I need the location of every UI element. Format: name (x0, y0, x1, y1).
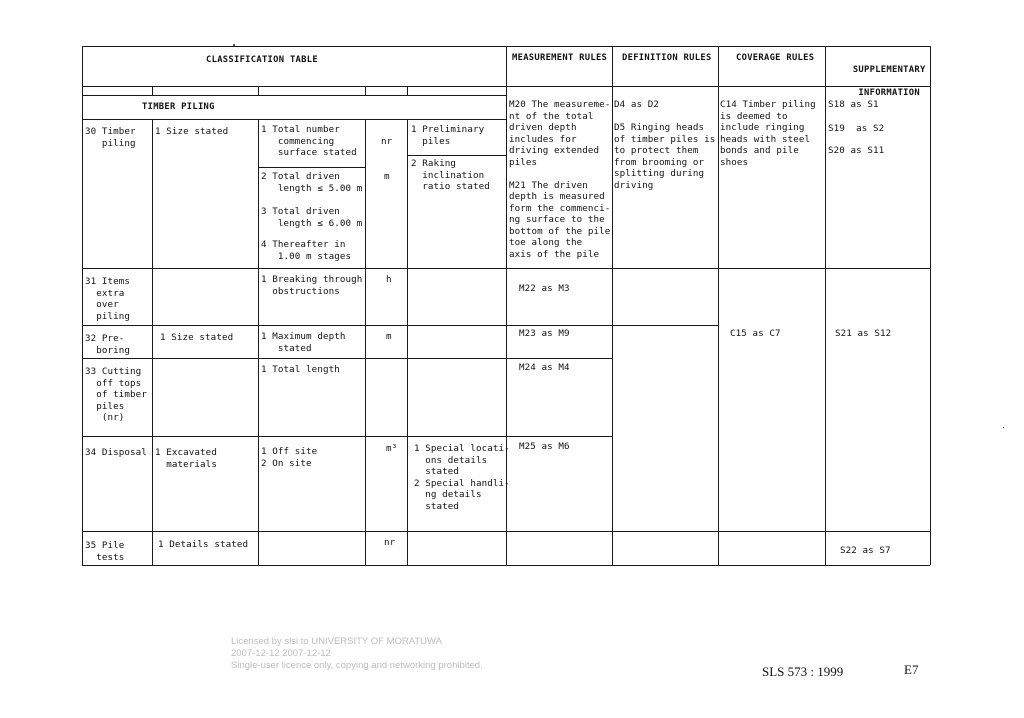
rule-left (82, 46, 83, 565)
licence-line-1: Licensed by slsi to UNIVERSITY OF MORATUWA (231, 636, 442, 647)
rule-bottom (82, 565, 930, 566)
r30-preliminary: 1 Preliminary piles (411, 124, 485, 147)
standard-number: SLS 573 : 1999 (762, 664, 844, 679)
rule-section (82, 95, 506, 96)
r32-item: 32 Pre- boring (85, 333, 131, 356)
rule-tick-3 (365, 86, 366, 96)
rule-right (930, 46, 931, 565)
r30-thereafter: 4 Thereafter in 1.00 m stages (261, 239, 352, 262)
r31-breaking: 1 Breaking through obstructions (261, 274, 363, 297)
r34-measurement: M25 as M6 (519, 441, 570, 452)
r34-site: 1 Off site 2 On site (261, 446, 318, 469)
r30-supp-3: S20 as S11 (828, 145, 885, 156)
r30-definition: D4 as D2 D5 Ringing heads of timber piles is to protect them from brooming or splitting during driving (614, 99, 716, 191)
r30-total-number: 1 Total number commencing surface stated (261, 124, 357, 158)
r32-unit: m (386, 331, 392, 342)
rule-tick-1 (152, 86, 153, 96)
header-measurement: MEASUREMENT RULES (512, 53, 608, 63)
header-classification: CLASSIFICATION TABLE (206, 55, 318, 65)
rule-col-definition (612, 46, 613, 565)
r33-item: 33 Cutting off tops of timber piles (nr) (85, 366, 147, 423)
r30-coverage: C14 Timber piling is deemed to include ringing heads with steel bonds and pile shoes (720, 99, 816, 168)
r34-special: 1 Special locati- ons details stated 2 Special handli- ng details stated (414, 443, 510, 512)
r33-total-length: 1 Total length (261, 364, 340, 375)
r30-unit-m: m (384, 171, 390, 182)
rule-row33-top (82, 358, 612, 359)
header-supplementary-line2: INFORMATION (858, 87, 920, 98)
r32-max-depth: 1 Maximum depth stated (261, 331, 346, 354)
rule-col-supp (825, 46, 826, 565)
r31-item: 31 Items extra over piling (85, 276, 131, 322)
r30-size: 1 Size stated (155, 126, 229, 137)
r30-supp-2: S19 as S2 (828, 123, 885, 134)
rule-r30-units-split (258, 167, 365, 168)
rule-col5 (407, 119, 408, 565)
rule-tick-2 (258, 86, 259, 96)
header-definition: DEFINITION RULES (622, 53, 712, 63)
rule-col-coverage (718, 46, 719, 565)
page-number: E7 (904, 662, 919, 677)
rule-tick-4 (407, 86, 408, 96)
r30-unit-nr: nr (381, 136, 393, 147)
r30-supp-1: S18 as S1 (828, 99, 879, 110)
r32-measurement: M23 as M9 (519, 328, 570, 339)
rule-row30-top (82, 119, 506, 120)
r32-supp: S21 as S12 (835, 328, 892, 339)
r35-item: 35 Pile tests (85, 540, 125, 563)
rule-r30-feature-split (407, 155, 507, 156)
r35-unit: nr (384, 537, 396, 548)
scan-speck (233, 44, 235, 46)
rule-row32-top (82, 325, 718, 326)
r30-driven-6: 3 Total driven length ≤ 6.00 m (261, 206, 363, 229)
r30-driven-5: 2 Total driven length ≤ 5.00 m (261, 171, 363, 194)
rule-col4 (365, 119, 366, 565)
r30-raking: 2 Raking inclination ratio stated (411, 158, 490, 192)
r34-item: 34 Disposal (85, 447, 147, 458)
r32-coverage: C15 as C7 (730, 328, 781, 339)
r31-measurement: M22 as M3 (519, 283, 570, 294)
r30-item: 30 Timber piling (85, 126, 136, 149)
rule-col2 (152, 119, 153, 565)
r34-excavated: 1 Excavated materials (155, 447, 217, 470)
header-supplementary-line1: SUPPLEMENTARY (852, 64, 926, 75)
r31-unit: h (386, 274, 392, 285)
r32-size: 1 Size stated (160, 332, 234, 343)
rule-col3 (258, 119, 259, 565)
r34-unit: m³ (386, 443, 398, 454)
scan-speck (1003, 427, 1004, 428)
r35-supp: S22 as S7 (840, 545, 891, 556)
r30-measurement: M20 The measureme- nt of the total driven depth includes for driving extended piles M21 The driven depth is measured form the commenci- ng surface to the bottom of the pile toe along the axis of the pile (509, 99, 611, 260)
licence-line-2: 2007-12-12 2007-12-12 (231, 648, 331, 659)
rule-row34-top (82, 436, 612, 437)
section-title: TIMBER PILING (142, 102, 215, 112)
header-coverage: COVERAGE RULES (736, 53, 815, 63)
r33-measurement: M24 as M4 (519, 362, 570, 373)
licence-line-3: Single-user licence only, copying and networking prohibited. (231, 660, 483, 671)
r35-details: 1 Details stated (158, 539, 249, 550)
